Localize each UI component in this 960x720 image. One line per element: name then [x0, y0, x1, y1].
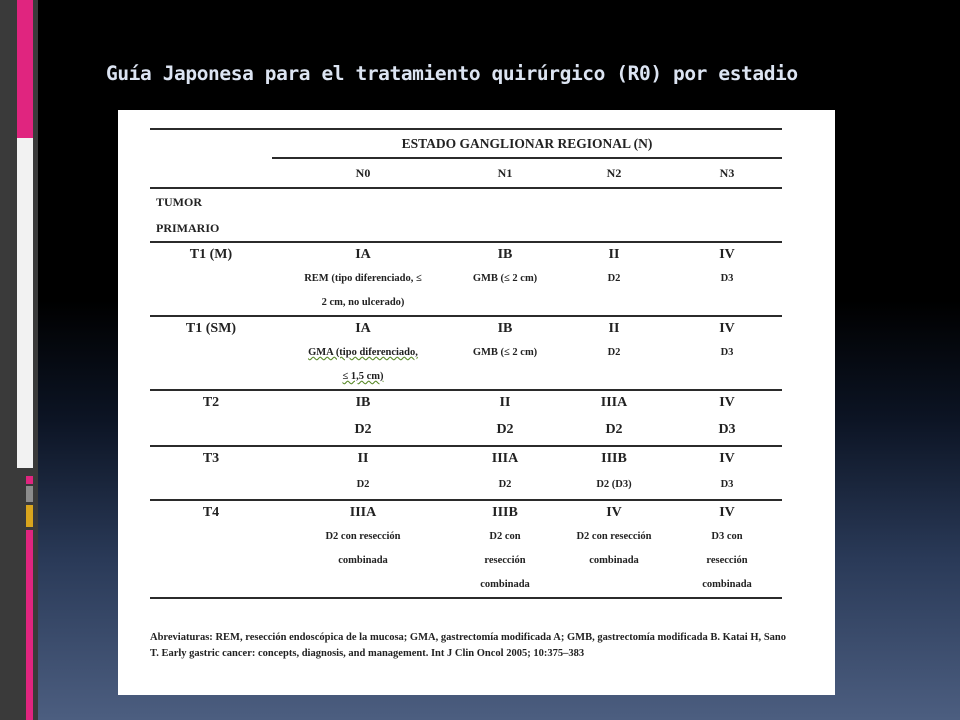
- treatment: D3 con: [711, 531, 743, 542]
- accent-mark-pink: [26, 476, 33, 484]
- stage: IIIA: [491, 451, 519, 466]
- table-row: [150, 242, 782, 316]
- header-blank-2: [150, 158, 272, 188]
- table-cell: [272, 316, 454, 390]
- treatment-cont: combinada: [702, 579, 752, 590]
- table-cell: [454, 446, 556, 500]
- treatment: D2 con resección: [576, 531, 652, 542]
- stage: IIIB: [492, 505, 518, 520]
- row-label: T1 (M): [150, 242, 272, 316]
- stage: IV: [606, 505, 622, 520]
- slide-title: Guía Japonesa para el tratamiento quirúrgico (R0) por estadio: [106, 62, 798, 85]
- table-cell: [556, 242, 672, 316]
- treatment: GMA (tipo diferenciado,: [308, 347, 418, 358]
- table-cell: [672, 500, 782, 598]
- staging-table: [150, 128, 782, 599]
- stage: IA: [355, 321, 371, 336]
- treatment-cont: ≤ 1,5 cm): [342, 371, 384, 382]
- treatment: D2: [498, 479, 512, 490]
- treatment: D2: [607, 347, 621, 358]
- stage: IB: [497, 321, 513, 336]
- treatment: D2: [354, 422, 372, 437]
- treatment: REM (tipo diferenciado, ≤: [304, 273, 422, 284]
- stage: IV: [719, 451, 735, 466]
- treatment: D3: [720, 347, 734, 358]
- table-cell: [454, 242, 556, 316]
- treatment-cont: resección: [706, 555, 748, 566]
- treatment-cont: resección: [484, 555, 526, 566]
- row-label: T4: [150, 500, 272, 598]
- header-blank: [150, 129, 272, 158]
- table-row: [150, 316, 782, 390]
- accent-mark-gray: [26, 486, 33, 502]
- table-cell: [556, 316, 672, 390]
- accent-mark-yellow: [26, 505, 33, 527]
- table-row: [150, 446, 782, 500]
- stage: II: [608, 247, 620, 262]
- treatment: GMB (≤ 2 cm): [472, 273, 538, 284]
- stage: IIIA: [349, 505, 377, 520]
- table-cell: [272, 390, 454, 446]
- stage: IB: [355, 395, 371, 410]
- column-header-n2: N2: [556, 158, 672, 188]
- stage: IIIB: [601, 451, 627, 466]
- treatment: D2 con resección: [325, 531, 401, 542]
- table-cell: [556, 446, 672, 500]
- table-cell: [672, 446, 782, 500]
- row-header-line1: TUMOR: [156, 195, 202, 209]
- treatment: D3: [718, 422, 736, 437]
- stage: IV: [719, 247, 735, 262]
- treatment: D2 con: [489, 531, 521, 542]
- row-header-line2: PRIMARIO: [156, 221, 220, 235]
- table-footnote: Abreviaturas: REM, resección endoscópica de la mucosa; GMA, gastrectomía modificada A; GMB, gastrectomía modificada B. Katai H, Sano T. Early gastric cancer: concepts, diagnosis, and management. Int J Clin Oncol 2005; 10:375–383: [150, 632, 786, 659]
- stage: IV: [719, 395, 735, 410]
- stage: II: [499, 395, 511, 410]
- accent-bar-middle: [17, 138, 33, 468]
- column-header-n1: N1: [454, 158, 556, 188]
- treatment: D2: [356, 479, 370, 490]
- table-cell: [454, 316, 556, 390]
- treatment: D2: [605, 422, 623, 437]
- table-cell: [556, 500, 672, 598]
- row-label: T2: [150, 390, 272, 446]
- stage: IV: [719, 505, 735, 520]
- stage: II: [357, 451, 369, 466]
- row-header-label: [150, 188, 272, 242]
- table-cell: [672, 316, 782, 390]
- treatment-cont: combinada: [480, 579, 530, 590]
- table-row: [150, 390, 782, 446]
- accent-bar-top: [17, 0, 33, 138]
- table-cell: [454, 390, 556, 446]
- document-sheet: [118, 110, 835, 695]
- table-row: [150, 500, 782, 598]
- treatment: D2: [496, 422, 514, 437]
- accent-bar-bottom: [26, 530, 33, 720]
- stage: II: [608, 321, 620, 336]
- table-cell: [556, 390, 672, 446]
- treatment: D3: [720, 479, 734, 490]
- treatment: D2: [607, 273, 621, 284]
- table-cell: [672, 390, 782, 446]
- stage: IA: [355, 247, 371, 262]
- row-label: T1 (SM): [150, 316, 272, 390]
- nodal-status-header: ESTADO GANGLIONAR REGIONAL (N): [272, 129, 782, 158]
- treatment: D3: [720, 273, 734, 284]
- treatment: GMB (≤ 2 cm): [472, 347, 538, 358]
- stage: IV: [719, 321, 735, 336]
- treatment: D2 (D3): [596, 479, 632, 490]
- row-label: T3: [150, 446, 272, 500]
- table-cell: [672, 242, 782, 316]
- column-header-n0: N0: [272, 158, 454, 188]
- stage: IIIA: [600, 395, 628, 410]
- table-cell: [272, 242, 454, 316]
- treatment-cont: combinada: [589, 555, 639, 566]
- table-cell: [454, 500, 556, 598]
- stage: IB: [497, 247, 513, 262]
- treatment-cont: combinada: [338, 555, 388, 566]
- treatment-cont: 2 cm, no ulcerado): [321, 297, 405, 308]
- table-cell: [272, 446, 454, 500]
- column-header-n3: N3: [672, 158, 782, 188]
- table-cell: [272, 500, 454, 598]
